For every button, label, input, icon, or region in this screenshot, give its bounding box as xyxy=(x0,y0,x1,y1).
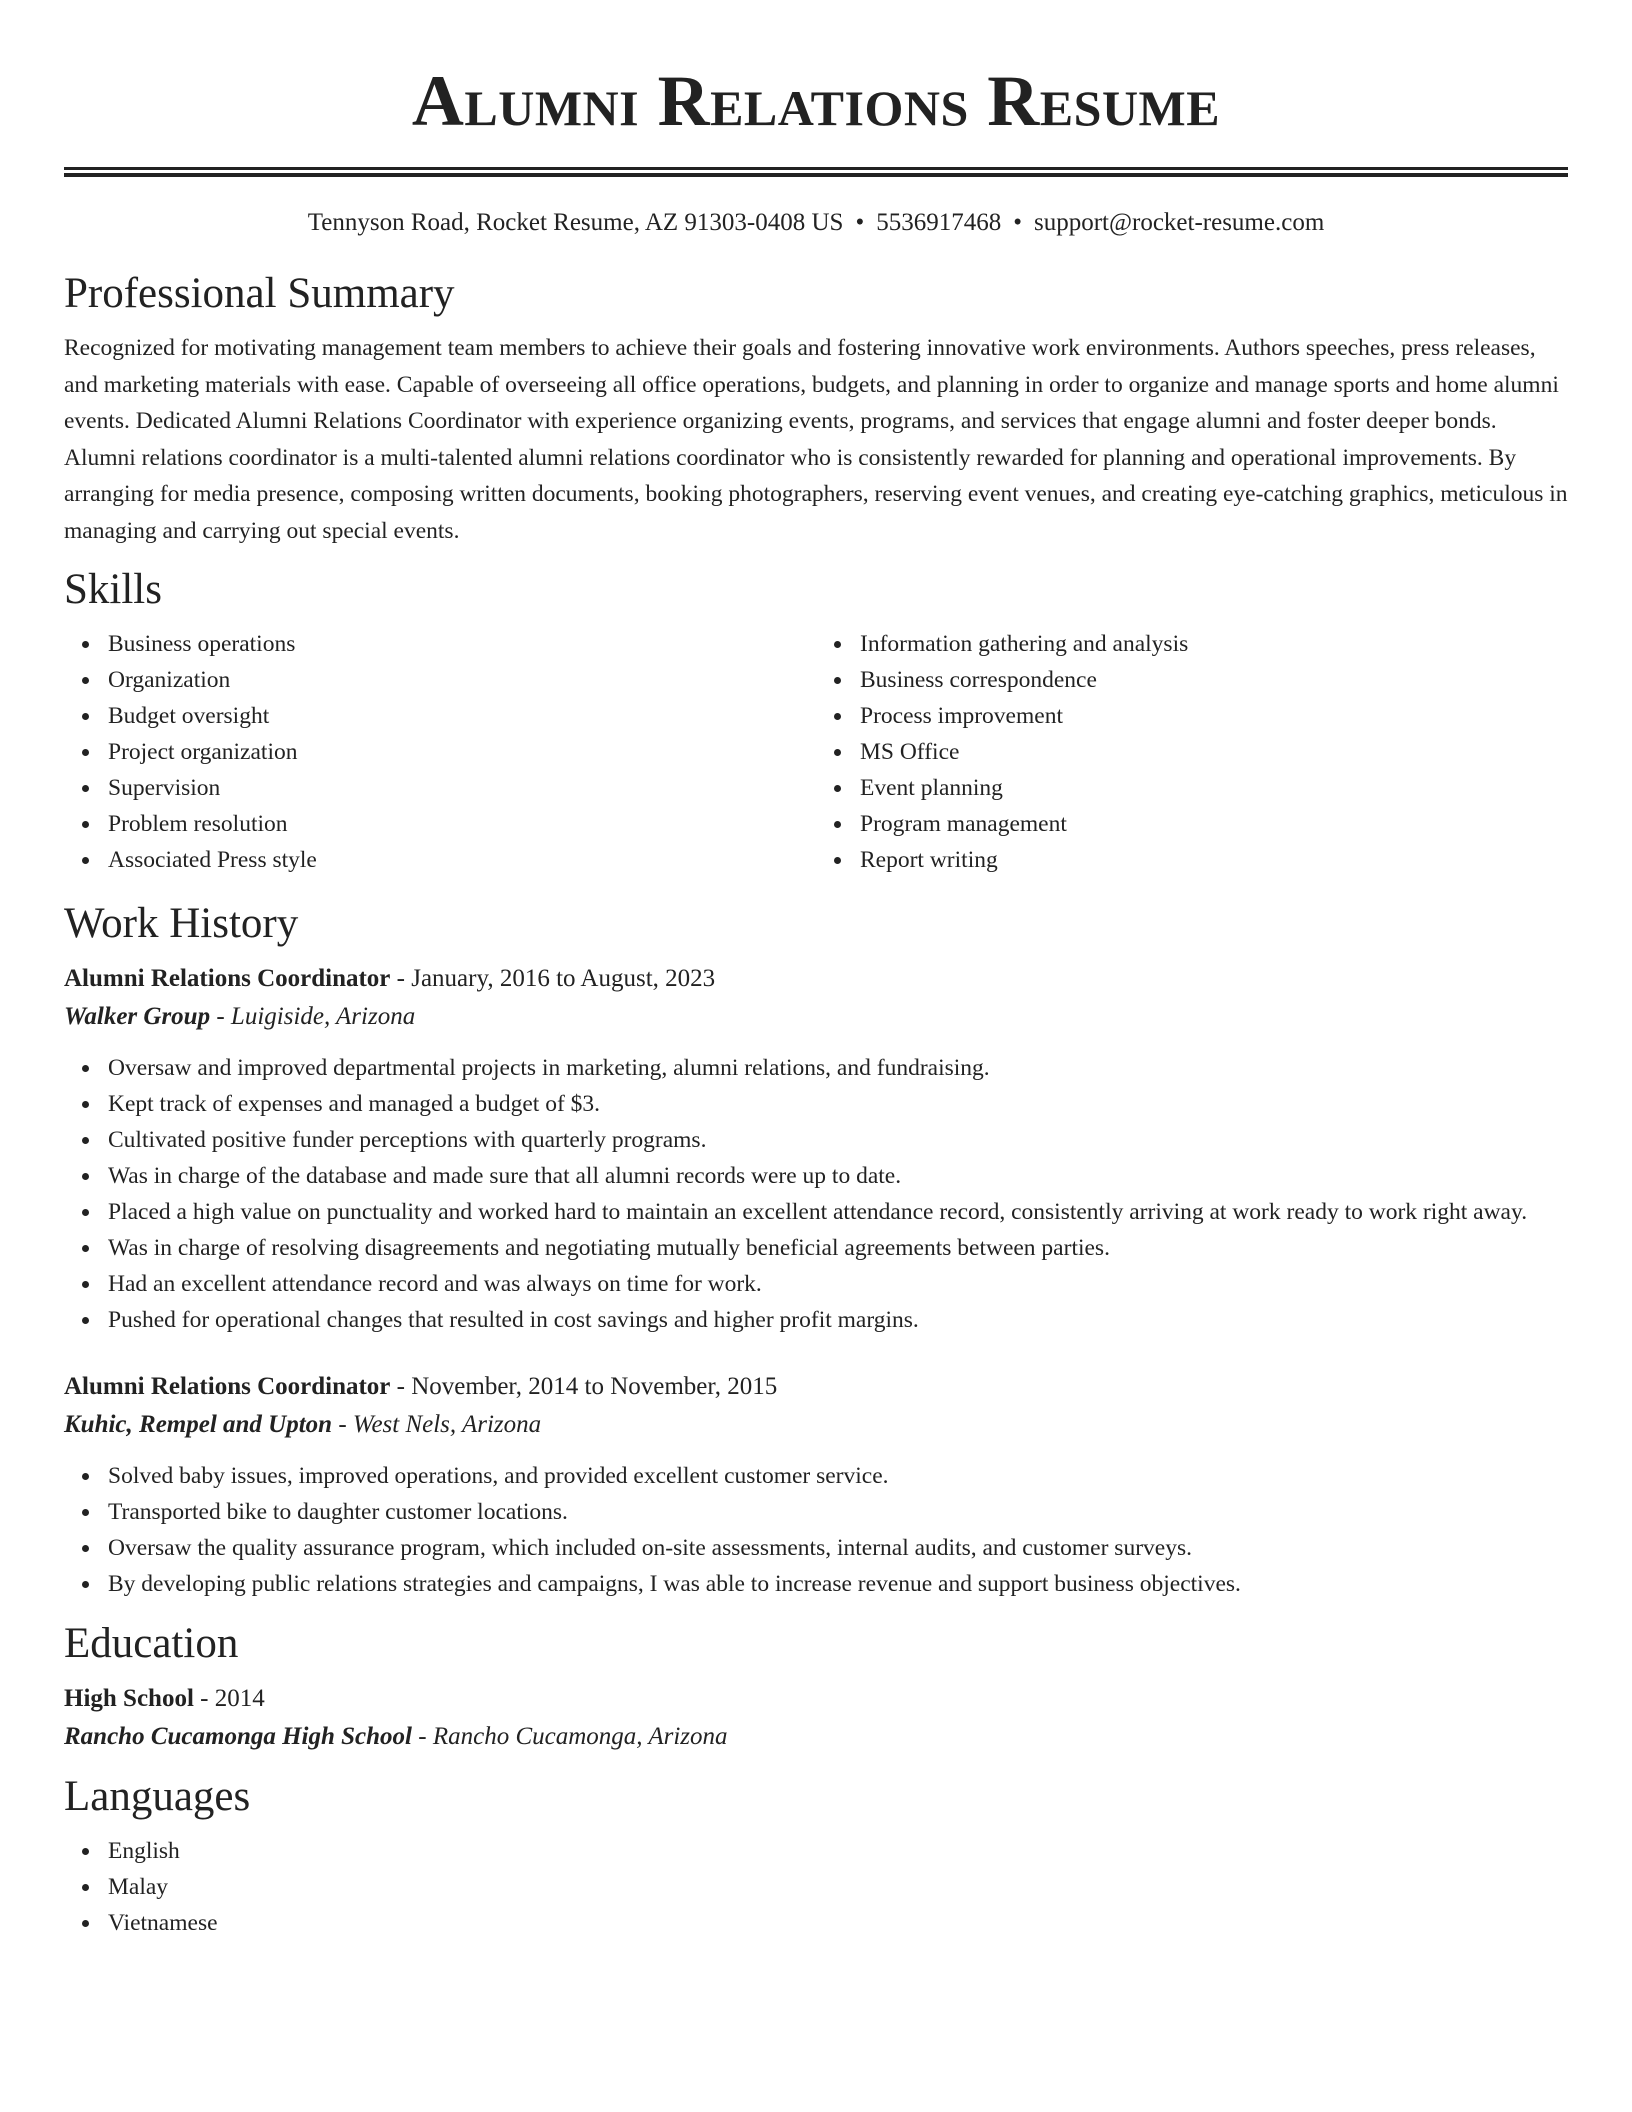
job-duty: Was in charge of the database and made sure that all alumni records were up to date. xyxy=(108,1158,1568,1194)
skill-item: Business operations xyxy=(108,626,816,662)
contact-separator: • xyxy=(855,209,865,236)
language-item: Vietnamese xyxy=(108,1905,1568,1941)
education-school-line xyxy=(64,1718,1568,1756)
job-location: - Luigiside, Arizona xyxy=(210,1003,416,1030)
job-entry xyxy=(64,960,1568,1338)
skill-item: Project organization xyxy=(108,734,816,770)
education-degree-line xyxy=(64,1680,1568,1718)
skill-item: Process improvement xyxy=(860,698,1568,734)
contact-address: Tennyson Road, Rocket Resume, AZ 91303-0408 US xyxy=(307,209,844,236)
education-entry xyxy=(64,1680,1568,1756)
job-duty: Pushed for operational changes that resulted in cost savings and higher profit margins. xyxy=(108,1302,1568,1338)
job-company: Kuhic, Rempel and Upton xyxy=(64,1411,333,1438)
job-duty: Solved baby issues, improved operations, and provided excellent customer service. xyxy=(108,1458,1568,1494)
job-duty: Was in charge of resolving disagreements and negotiating mutually beneficial agreements between parties. xyxy=(108,1230,1568,1266)
job-duties xyxy=(64,1458,1568,1602)
language-item: Malay xyxy=(108,1869,1568,1905)
job-title-line xyxy=(64,960,1568,998)
skill-item: Information gathering and analysis xyxy=(860,626,1568,662)
skill-item: MS Office xyxy=(860,734,1568,770)
skill-item: Organization xyxy=(108,662,816,698)
job-duty: Had an excellent attendance record and was always on time for work. xyxy=(108,1266,1568,1302)
job-title: Alumni Relations Coordinator xyxy=(64,965,391,992)
job-entry xyxy=(64,1368,1568,1602)
job-company: Walker Group xyxy=(64,1003,211,1030)
skill-item: Report writing xyxy=(860,842,1568,878)
skills-column-left xyxy=(64,626,816,878)
contact-email: support@rocket-resume.com xyxy=(1033,209,1325,236)
education-location: - Rancho Cucamonga, Arizona xyxy=(412,1723,728,1750)
job-duty: Kept track of expenses and managed a budget of $3. xyxy=(108,1086,1568,1122)
job-duty: Oversaw and improved departmental projects in marketing, alumni relations, and fundraising. xyxy=(108,1050,1568,1086)
languages-heading: Languages xyxy=(64,1773,251,1820)
skill-item: Supervision xyxy=(108,770,816,806)
skill-item: Budget oversight xyxy=(108,698,816,734)
contact-separator: • xyxy=(1013,209,1022,236)
skills-list xyxy=(64,626,1568,878)
job-company-line xyxy=(64,998,1568,1036)
skills-column-right xyxy=(816,626,1568,878)
job-duty: Transported bike to daughter customer locations. xyxy=(108,1494,1568,1530)
resume-page xyxy=(64,0,1568,1941)
education-heading: Education xyxy=(64,1620,239,1667)
summary-heading: Professional Summary xyxy=(64,270,455,317)
job-title: Alumni Relations Coordinator xyxy=(64,1373,391,1400)
job-duty: Oversaw the quality assurance program, which included on-site assessments, internal audits, and customer surveys. xyxy=(108,1530,1568,1566)
job-location: - West Nels, Arizona xyxy=(332,1411,542,1438)
languages-list xyxy=(64,1833,1568,1941)
job-dates: - November, 2014 to November, 2015 xyxy=(390,1373,778,1400)
title-divider xyxy=(64,167,1568,177)
skills-heading: Skills xyxy=(64,566,162,613)
job-duties xyxy=(64,1050,1568,1338)
education-year: - 2014 xyxy=(193,1685,265,1712)
skill-item: Program management xyxy=(860,806,1568,842)
skill-item: Problem resolution xyxy=(108,806,816,842)
contact-phone: 5536917468 xyxy=(876,209,1002,236)
education-degree: High School xyxy=(64,1685,194,1712)
skill-item: Associated Press style xyxy=(108,842,816,878)
job-title-line xyxy=(64,1368,1568,1406)
work-heading: Work History xyxy=(64,900,299,947)
job-company-line xyxy=(64,1406,1568,1444)
contact-line xyxy=(64,208,1568,238)
skill-item: Event planning xyxy=(860,770,1568,806)
job-duty: By developing public relations strategies and campaigns, I was able to increase revenue and support business objectives. xyxy=(108,1566,1568,1602)
job-dates: - January, 2016 to August, 2023 xyxy=(390,965,716,992)
skill-item: Business correspondence xyxy=(860,662,1568,698)
summary-text: Recognized for motivating management team members to achieve their goals and fostering innovative work environments. Authors speeches, press releases, and marketing materials with ease. Capable of overseeing all office operations, budgets, and planning in order to organize and manage sports and home alumni events. Dedicated Alumni Relations Coordinator with experience organizing events, programs, and services that engage alumni and foster deeper bonds. Alumni relations coordinator is a multi-talented alumni relations coordinator who is consistently rewarded for planning and operational improvements. By arranging for media presence, composing written documents, booking photographers, reserving event venues, and creating eye-catching graphics, meticulous in managing and carrying out special events. xyxy=(64,335,1568,544)
resume-title: Alumni Relations Resume xyxy=(411,61,1221,141)
job-duty: Placed a high value on punctuality and worked hard to maintain an excellent attendance record, consistently arriving at work ready to work right away. xyxy=(108,1194,1568,1230)
job-duty: Cultivated positive funder perceptions with quarterly programs. xyxy=(108,1122,1568,1158)
language-item: English xyxy=(108,1833,1568,1869)
education-school: Rancho Cucamonga High School xyxy=(64,1723,412,1750)
